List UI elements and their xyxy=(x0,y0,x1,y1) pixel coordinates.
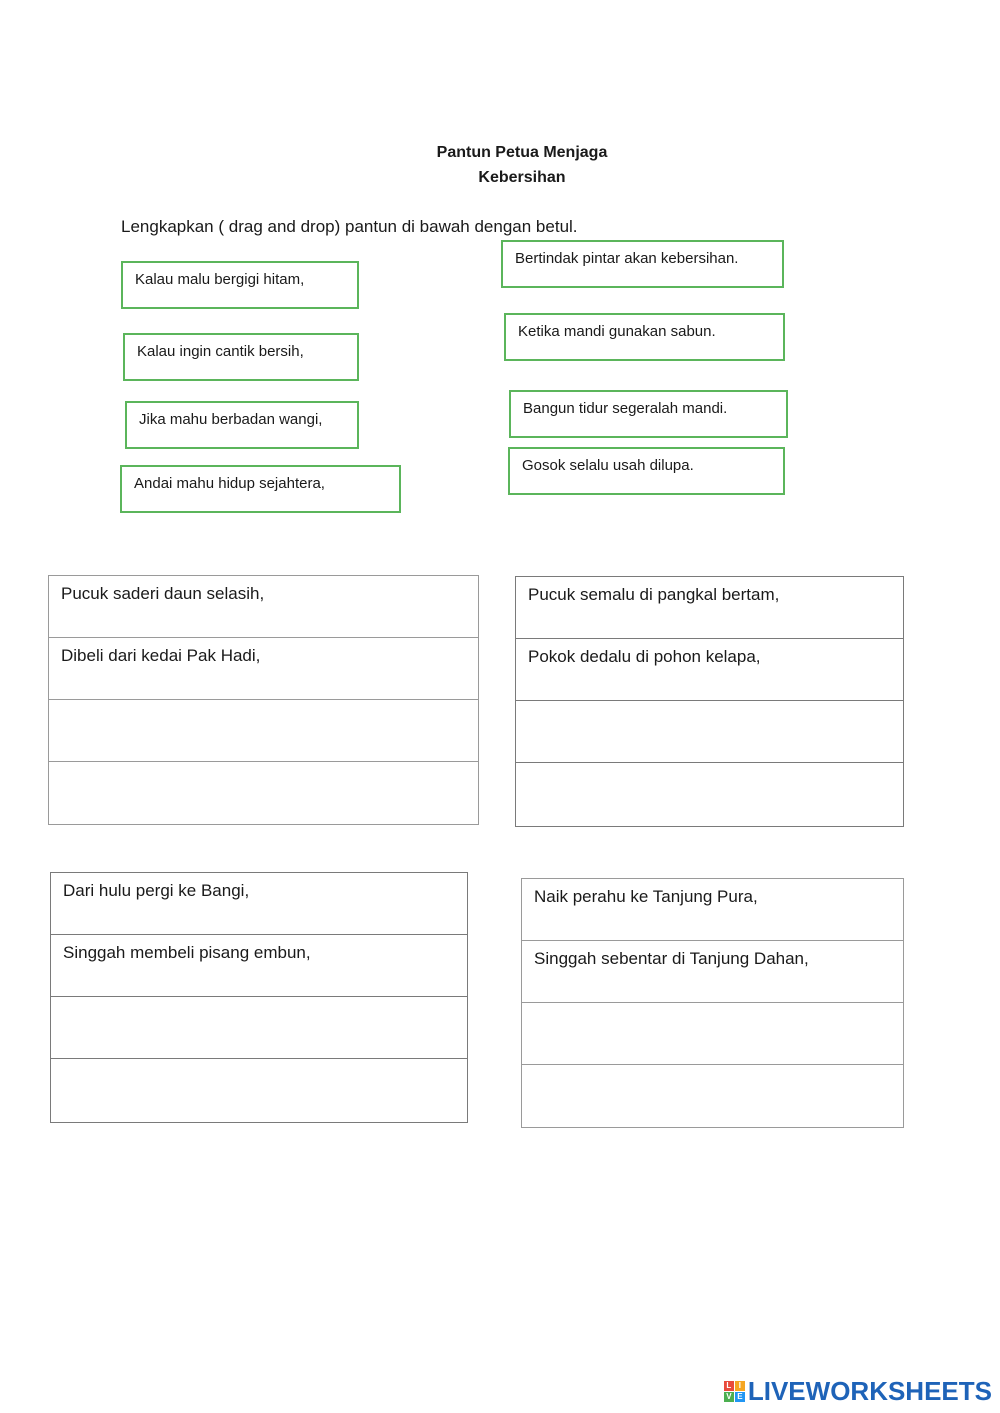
drag-option[interactable]: Bangun tidur segeralah mandi. xyxy=(509,390,788,438)
drag-option[interactable]: Kalau malu bergigi hitam, xyxy=(121,261,359,309)
pantun-line: Pucuk semalu di pangkal bertam, xyxy=(516,577,903,639)
drag-option[interactable]: Andai mahu hidup sejahtera, xyxy=(120,465,401,513)
drop-zone[interactable] xyxy=(51,997,467,1059)
pantun-line: Pucuk saderi daun selasih, xyxy=(49,576,478,638)
worksheet-title-line1: Pantun Petua Menjaga xyxy=(436,144,608,161)
drag-option[interactable]: Bertindak pintar akan kebersihan. xyxy=(501,240,784,288)
drop-zone[interactable] xyxy=(49,700,478,762)
pantun-table-2 xyxy=(515,576,904,827)
drop-zone[interactable] xyxy=(516,701,903,763)
drop-zone[interactable] xyxy=(522,1065,903,1127)
drop-zone[interactable] xyxy=(51,1059,467,1121)
pantun-table-4 xyxy=(521,878,904,1128)
pantun-line: Pokok dedalu di pohon kelapa, xyxy=(516,639,903,701)
liveworksheets-logo xyxy=(724,1376,992,1407)
drop-zone[interactable] xyxy=(516,763,903,825)
drag-option[interactable]: Kalau ingin cantik bersih, xyxy=(123,333,359,381)
drop-zone[interactable] xyxy=(522,1003,903,1065)
worksheet-title-line2: Kebersihan xyxy=(478,169,566,186)
pantun-line: Dari hulu pergi ke Bangi, xyxy=(51,873,467,935)
logo-text: LIVEWORKSHEETS xyxy=(747,1376,992,1406)
pantun-line: Singgah membeli pisang embun, xyxy=(51,935,467,997)
drag-option[interactable]: Jika mahu berbadan wangi, xyxy=(125,401,359,449)
pantun-line: Singgah sebentar di Tanjung Dahan, xyxy=(522,941,903,1003)
instruction-text: Lengkapkan ( drag and drop) pantun di bawah dengan betul. xyxy=(121,217,578,236)
pantun-line: Naik perahu ke Tanjung Pura, xyxy=(522,879,903,941)
drag-option[interactable]: Gosok selalu usah dilupa. xyxy=(508,447,785,495)
liveworksheets-logo-icon: L I V E xyxy=(724,1381,745,1402)
drag-option[interactable]: Ketika mandi gunakan sabun. xyxy=(504,313,785,361)
pantun-table-3 xyxy=(50,872,468,1123)
pantun-line: Dibeli dari kedai Pak Hadi, xyxy=(49,638,478,700)
pantun-table-1 xyxy=(48,575,479,825)
drop-zone[interactable] xyxy=(49,762,478,824)
